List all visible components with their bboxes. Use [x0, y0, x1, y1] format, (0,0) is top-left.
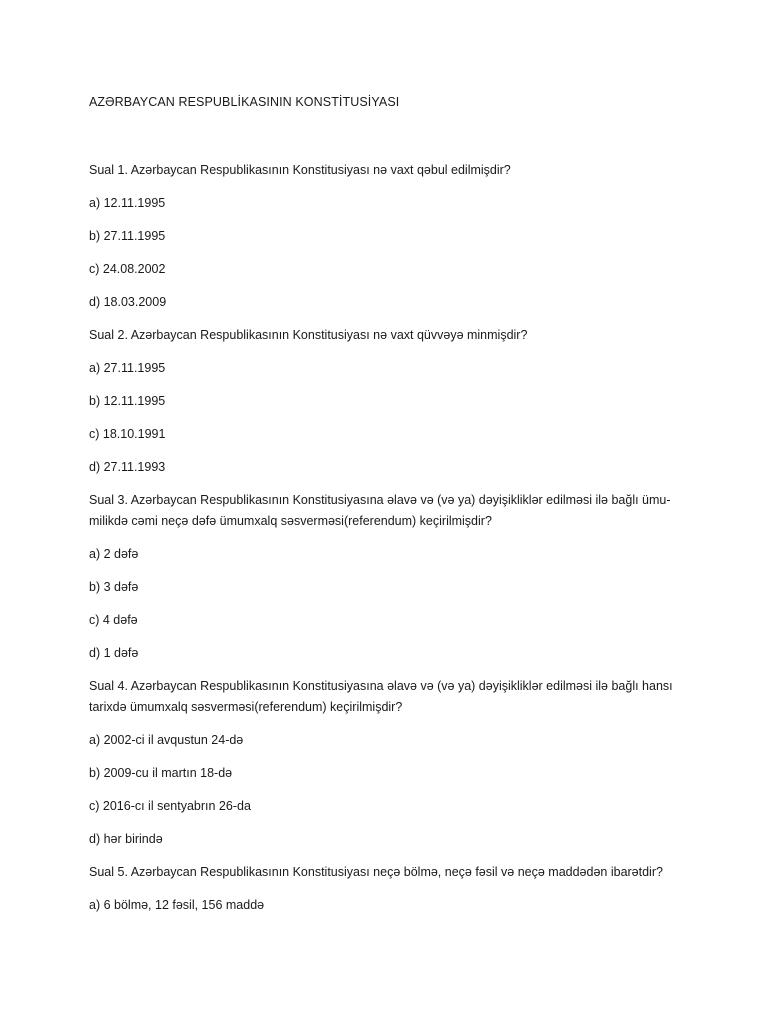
question-text: Sual 5. Azərbaycan Respublikasının Konstitusiyası neçə bölmə, neçə fəsil və neçə maddədən ibarətdir? [89, 865, 663, 879]
question-1 [89, 160, 689, 313]
answer-option: c) 18.10.1991 [89, 427, 166, 441]
question-4 [89, 676, 689, 850]
question-text [89, 490, 689, 532]
answer-option: d) 18.03.2009 [89, 295, 167, 309]
answer-option: a) 6 bölmə, 12 fəsil, 156 maddə [89, 898, 265, 912]
answer-option: a) 2 dəfə [89, 547, 139, 561]
answer-option: a) 12.11.1995 [89, 196, 166, 210]
answer-option: d) 1 dəfə [89, 646, 139, 660]
question-text-line: tarixdə ümumxalq səsverməsi(referendum) keçirilmişdir? [89, 700, 403, 714]
answer-option: b) 3 dəfə [89, 580, 139, 594]
document-content [89, 93, 689, 928]
question-2 [89, 325, 689, 478]
answer-option: a) 2002-ci il avqustun 24-də [89, 733, 244, 747]
answer-option: c) 2016-cı il sentyabrın 26-da [89, 799, 251, 813]
document-title: AZƏRBAYCAN RESPUBLİKASININ KONSTİTUSİYASI [89, 95, 400, 109]
answer-option: b) 2009-cu il martın 18-də [89, 766, 233, 780]
answer-option: d) hər birində [89, 832, 163, 846]
question-text: Sual 1. Azərbaycan Respublikasının Konstitusiyası nə vaxt qəbul edilmişdir? [89, 163, 511, 177]
question-text-line: milikdə cəmi neçə dəfə ümumxalq səsverməsi(referendum) keçirilmişdir? [89, 514, 492, 528]
answer-option: b) 12.11.1995 [89, 394, 166, 408]
answer-option: c) 24.08.2002 [89, 262, 166, 276]
question-text-line: Sual 4. Azərbaycan Respublikasının Konstitusiyasına əlavə və (və ya) dəyişikliklər edilməsi ilə bağlı hansı [89, 679, 673, 693]
answer-option: c) 4 dəfə [89, 613, 138, 627]
answer-option: b) 27.11.1995 [89, 229, 166, 243]
question-text-line: Sual 3. Azərbaycan Respublikasının Konstitusiyasına əlavə və (və ya) dəyişikliklər edilməsi ilə bağlı ümu- [89, 493, 671, 507]
answer-option: a) 27.11.1995 [89, 361, 166, 375]
question-text: Sual 2. Azərbaycan Respublikasının Konstitusiyası nə vaxt qüvvəyə minmişdir? [89, 328, 528, 342]
question-5 [89, 862, 689, 916]
question-3 [89, 490, 689, 664]
answer-option: d) 27.11.1993 [89, 460, 166, 474]
question-text [89, 676, 689, 718]
